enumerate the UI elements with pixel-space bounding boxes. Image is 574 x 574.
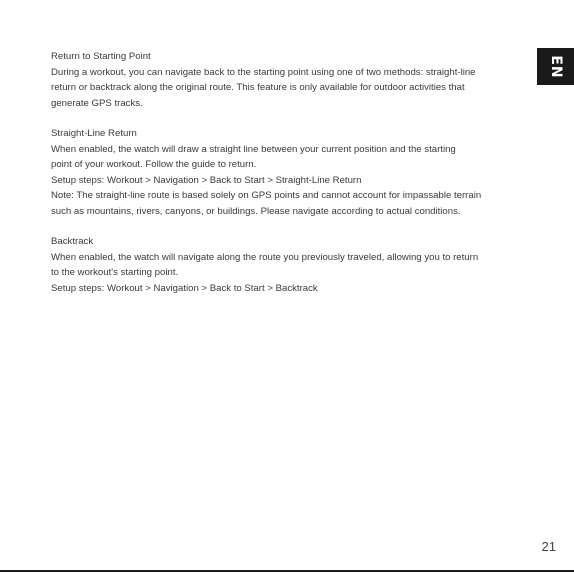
paragraph-line: point of your workout. Follow the guide to return. xyxy=(51,159,257,170)
manual-body xyxy=(51,49,529,311)
section-backtrack xyxy=(51,234,529,296)
setup-steps-line: Setup steps: Workout > Navigation > Back to Start > Backtrack xyxy=(51,282,318,294)
paragraph-line: generate GPS tracks. xyxy=(51,97,143,109)
language-tab-label: EN xyxy=(547,54,564,79)
paragraph-line: to the workout's starting point. xyxy=(51,267,179,278)
paragraph-line: When enabled, the watch will navigate along the route you previously traveled, allowing you to return xyxy=(51,251,479,263)
note-line: Note: The straight-line route is based solely on GPS points and cannot account for impassable terrain xyxy=(51,190,482,201)
setup-steps-line: Setup steps: Workout > Navigation > Back to Start > Straight-Line Return xyxy=(51,174,362,186)
section-return-to-starting-point xyxy=(51,49,529,111)
paragraph-line: return or backtrack along the original route. This feature is only available for outdoor activities that xyxy=(51,82,465,93)
section-title: Return to Starting Point xyxy=(51,51,151,62)
paragraph-line: When enabled, the watch will draw a straight line between your current position and the starting xyxy=(51,143,456,155)
bottom-rule xyxy=(0,570,574,572)
note-line: such as mountains, rivers, canyons, or buildings. Please navigate according to actual conditions. xyxy=(51,205,461,217)
page-number: 21 xyxy=(541,539,556,554)
paragraph-line: During a workout, you can navigate back to the starting point using one of two methods: straight-line xyxy=(51,66,476,78)
section-title: Straight-Line Return xyxy=(51,128,137,139)
language-tab xyxy=(537,48,574,85)
section-straight-line-return xyxy=(51,126,529,219)
section-title: Backtrack xyxy=(51,236,94,247)
